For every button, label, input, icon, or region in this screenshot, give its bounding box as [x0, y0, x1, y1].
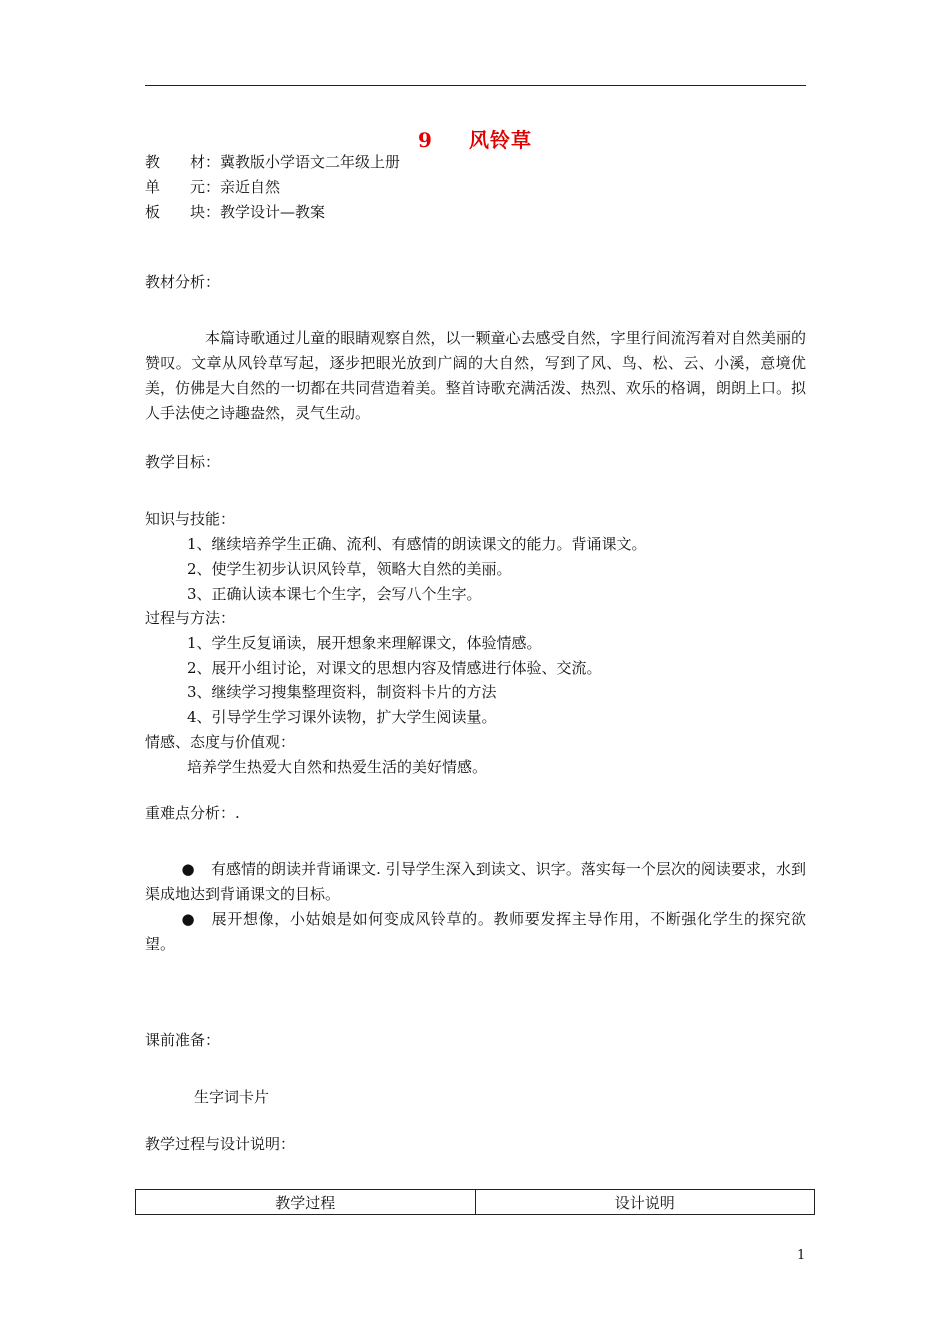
lesson-number: 9 [418, 128, 433, 152]
analysis-heading: 教材分析： [145, 273, 221, 291]
lesson-title [0, 124, 950, 153]
process-item: 3、继续学习搜集整理资料，制资料卡片的方法 [187, 683, 497, 701]
process-item: 2、展开小组讨论，对课文的思想内容及情感进行体验、交流。 [187, 659, 602, 677]
keypoint-item: ● 有感情的朗读并背诵课文. 引导学生深入到读文、识字。落实每一个层次的阅读要求，水到渠成地达到背诵课文的目标。 [145, 857, 806, 907]
table-header-notes: 设计说明 [475, 1190, 815, 1215]
emotion-text: 培养学生热爱大自然和热爱生活的美好情感。 [187, 758, 488, 776]
process-table [135, 1189, 815, 1215]
goals-heading: 教学目标： [145, 453, 221, 471]
keypoints-heading: 重难点分析：. [145, 804, 240, 822]
meta-block: 板 块：教学设计—教案 [145, 203, 326, 221]
knowledge-item: 2、使学生初步认识风铃草，领略大自然的美丽。 [187, 560, 512, 578]
process-item: 1、学生反复诵读，展开想象来理解课文，体验情感。 [187, 634, 542, 652]
knowledge-item: 1、继续培养学生正确、流利、有感情的朗读课文的能力。背诵课文。 [187, 535, 647, 553]
lesson-name: 风铃草 [468, 128, 532, 152]
process-heading: 过程与方法： [145, 609, 236, 627]
bullet-icon: ● [181, 860, 195, 878]
bullet-icon: ● [181, 910, 195, 928]
meta-textbook: 教 材：冀教版小学语文二年级上册 [145, 153, 401, 171]
table-header-process: 教学过程 [136, 1190, 476, 1215]
keypoint-item: ● 展开想像，小姑娘是如何变成风铃草的。教师要发挥主导作用，不断强化学生的探究欲望。 [145, 907, 806, 957]
meta-unit: 单 元：亲近自然 [145, 178, 281, 196]
header-rule [145, 85, 806, 86]
emotion-heading: 情感、态度与价值观： [145, 733, 296, 751]
page-number: 1 [797, 1248, 806, 1263]
prep-text: 生字词卡片 [194, 1088, 270, 1106]
knowledge-item: 3、正确认读本课七个生字，会写八个生字。 [187, 585, 482, 603]
prep-heading: 课前准备： [145, 1031, 221, 1049]
process-item: 4、引导学生学习课外读物，扩大学生阅读量。 [187, 708, 497, 726]
table-header-row [136, 1190, 815, 1215]
flow-heading: 教学过程与设计说明： [145, 1135, 296, 1153]
knowledge-heading: 知识与技能： [145, 510, 236, 528]
analysis-text: 本篇诗歌通过儿童的眼睛观察自然，以一颗童心去感受自然，字里行间流泻着对自然美丽的赞叹。文章从风铃草写起，逐步把眼光放到广阔的大自然，写到了风、鸟、松、云、小溪，意境优美，仿佛是大自然的一切都在共同营造着美。整首诗歌充满活泼、热烈、欢乐的格调，朗朗上口。拟人手法使之诗趣盎然，灵气生动。 [145, 329, 806, 422]
